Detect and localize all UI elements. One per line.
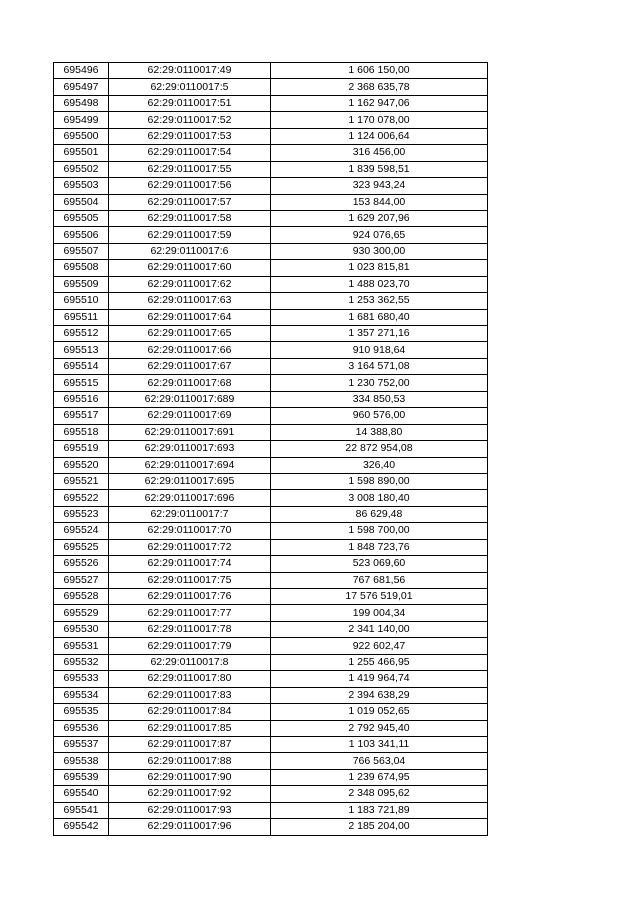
table-row [54,95,488,111]
cadastral-number-cell: 62:29:0110017:57 [109,194,271,210]
table-row [54,687,488,703]
cadastral-value-cell: 1 019 052,65 [271,704,488,720]
row-id-cell: 695504 [54,194,109,210]
cadastral-number-cell: 62:29:0110017:75 [109,572,271,588]
row-id-cell: 695518 [54,424,109,440]
table-row [54,260,488,276]
cadastral-value-cell: 17 576 519,01 [271,589,488,605]
cadastral-value-cell: 1 488 023,70 [271,276,488,292]
cadastral-value-cell: 334 850,53 [271,391,488,407]
cadastral-value-cell: 910 918,64 [271,342,488,358]
cadastral-value-cell: 2 394 638,29 [271,687,488,703]
table-row [54,736,488,752]
cadastral-value-cell: 86 629,48 [271,506,488,522]
cadastral-number-cell: 62:29:0110017:696 [109,490,271,506]
cadastral-number-cell: 62:29:0110017:80 [109,671,271,687]
row-id-cell: 695534 [54,687,109,703]
cadastral-value-cell: 2 368 635,78 [271,79,488,95]
table-row [54,342,488,358]
table-row [54,441,488,457]
cadastral-value-cell: 1 253 362,55 [271,293,488,309]
row-id-cell: 695505 [54,210,109,226]
row-id-cell: 695513 [54,342,109,358]
row-id-cell: 695500 [54,128,109,144]
table-row [54,539,488,555]
cadastral-value-cell: 1 839 598,51 [271,161,488,177]
cadastral-number-cell: 62:29:0110017:79 [109,638,271,654]
row-id-cell: 695541 [54,802,109,818]
row-id-cell: 695510 [54,293,109,309]
cadastral-number-cell: 62:29:0110017:63 [109,293,271,309]
cadastral-value-cell: 323 943,24 [271,178,488,194]
table-row [54,704,488,720]
cadastral-value-cell: 2 185 204,00 [271,819,488,835]
cadastral-number-cell: 62:29:0110017:8 [109,654,271,670]
cadastral-value-cell: 14 388,80 [271,424,488,440]
row-id-cell: 695509 [54,276,109,292]
row-id-cell: 695507 [54,243,109,259]
row-id-cell: 695502 [54,161,109,177]
cadastral-value-cell: 326,40 [271,457,488,473]
cadastral-value-cell: 3 008 180,40 [271,490,488,506]
cadastral-number-cell: 62:29:0110017:69 [109,408,271,424]
table-row [54,638,488,654]
cadastral-number-cell: 62:29:0110017:72 [109,539,271,555]
table-row [54,178,488,194]
cadastral-number-cell: 62:29:0110017:67 [109,358,271,374]
row-id-cell: 695528 [54,589,109,605]
cadastral-number-cell: 62:29:0110017:70 [109,523,271,539]
cadastral-number-cell: 62:29:0110017:54 [109,145,271,161]
cadastral-value-cell: 1 183 721,89 [271,802,488,818]
table-row [54,63,488,79]
table-row [54,194,488,210]
row-id-cell: 695539 [54,769,109,785]
cadastral-value-cell: 1 162 947,06 [271,95,488,111]
cadastral-number-cell: 62:29:0110017:78 [109,621,271,637]
table-row [54,802,488,818]
cadastral-value-cell: 1 023 815,81 [271,260,488,276]
cadastral-number-cell: 62:29:0110017:76 [109,589,271,605]
cadastral-value-cell: 199 004,34 [271,605,488,621]
cadastral-value-cell: 2 792 945,40 [271,720,488,736]
row-id-cell: 695527 [54,572,109,588]
row-id-cell: 695506 [54,227,109,243]
table-row [54,490,488,506]
cadastral-value-cell: 1 124 006,64 [271,128,488,144]
cadastral-value-cell: 922 602,47 [271,638,488,654]
table-row [54,210,488,226]
row-id-cell: 695497 [54,79,109,95]
cadastral-number-cell: 62:29:0110017:84 [109,704,271,720]
cadastral-value-cell: 153 844,00 [271,194,488,210]
cadastral-number-cell: 62:29:0110017:87 [109,736,271,752]
cadastral-value-cell: 316 456,00 [271,145,488,161]
table-row [54,671,488,687]
table-row [54,621,488,637]
table-row [54,309,488,325]
row-id-cell: 695516 [54,391,109,407]
table-row [54,654,488,670]
cadastral-number-cell: 62:29:0110017:90 [109,769,271,785]
table-row [54,819,488,835]
row-id-cell: 695520 [54,457,109,473]
row-id-cell: 695503 [54,178,109,194]
cadastral-value-cell: 1 419 964,74 [271,671,488,687]
row-id-cell: 695538 [54,753,109,769]
table-row [54,589,488,605]
cadastral-number-cell: 62:29:0110017:7 [109,506,271,522]
table-row [54,605,488,621]
row-id-cell: 695536 [54,720,109,736]
row-id-cell: 695521 [54,473,109,489]
cadastral-value-cell: 1 629 207,96 [271,210,488,226]
cadastral-number-cell: 62:29:0110017:60 [109,260,271,276]
table-row [54,145,488,161]
table-row [54,128,488,144]
cadastral-number-cell: 62:29:0110017:93 [109,802,271,818]
cadastral-value-cell: 22 872 954,08 [271,441,488,457]
cadastral-number-cell: 62:29:0110017:85 [109,720,271,736]
cadastral-number-cell: 62:29:0110017:52 [109,112,271,128]
cadastral-value-cell: 1 606 150,00 [271,63,488,79]
cadastral-number-cell: 62:29:0110017:51 [109,95,271,111]
cadastral-number-cell: 62:29:0110017:66 [109,342,271,358]
table-row [54,753,488,769]
row-id-cell: 695537 [54,736,109,752]
table-row [54,358,488,374]
cadastral-number-cell: 62:29:0110017:88 [109,753,271,769]
row-id-cell: 695531 [54,638,109,654]
cadastral-value-cell: 930 300,00 [271,243,488,259]
row-id-cell: 695499 [54,112,109,128]
cadastral-value-table [53,62,488,836]
table-row [54,112,488,128]
row-id-cell: 695512 [54,326,109,342]
table-row [54,326,488,342]
row-id-cell: 695525 [54,539,109,555]
cadastral-number-cell: 62:29:0110017:74 [109,556,271,572]
cadastral-value-cell: 3 164 571,08 [271,358,488,374]
row-id-cell: 695511 [54,309,109,325]
cadastral-value-cell: 767 681,56 [271,572,488,588]
cadastral-number-cell: 62:29:0110017:68 [109,375,271,391]
table-row [54,473,488,489]
cadastral-value-cell: 1 230 752,00 [271,375,488,391]
cadastral-value-cell: 924 076,65 [271,227,488,243]
table-row [54,572,488,588]
row-id-cell: 695515 [54,375,109,391]
table-row [54,523,488,539]
cadastral-value-cell: 2 341 140,00 [271,621,488,637]
cadastral-number-cell: 62:29:0110017:694 [109,457,271,473]
row-id-cell: 695542 [54,819,109,835]
cadastral-number-cell: 62:29:0110017:689 [109,391,271,407]
cadastral-value-cell: 1 103 341,11 [271,736,488,752]
table-row [54,408,488,424]
cadastral-number-cell: 62:29:0110017:62 [109,276,271,292]
row-id-cell: 695522 [54,490,109,506]
cadastral-value-cell: 1 848 723,76 [271,539,488,555]
cadastral-number-cell: 62:29:0110017:693 [109,441,271,457]
row-id-cell: 695532 [54,654,109,670]
row-id-cell: 695535 [54,704,109,720]
cadastral-value-cell: 1 357 271,16 [271,326,488,342]
table-row [54,79,488,95]
cadastral-number-cell: 62:29:0110017:77 [109,605,271,621]
row-id-cell: 695508 [54,260,109,276]
table-row [54,276,488,292]
cadastral-number-cell: 62:29:0110017:64 [109,309,271,325]
table-row [54,457,488,473]
cadastral-number-cell: 62:29:0110017:49 [109,63,271,79]
cadastral-number-cell: 62:29:0110017:65 [109,326,271,342]
table-row [54,769,488,785]
cadastral-number-cell: 62:29:0110017:53 [109,128,271,144]
cadastral-value-cell: 1 239 674,95 [271,769,488,785]
row-id-cell: 695501 [54,145,109,161]
table-row [54,227,488,243]
table-row [54,720,488,736]
table-body [54,63,488,836]
cadastral-number-cell: 62:29:0110017:56 [109,178,271,194]
table-row [54,243,488,259]
row-id-cell: 695514 [54,358,109,374]
row-id-cell: 695519 [54,441,109,457]
cadastral-number-cell: 62:29:0110017:96 [109,819,271,835]
cadastral-value-cell: 2 348 095,62 [271,786,488,802]
row-id-cell: 695496 [54,63,109,79]
cadastral-number-cell: 62:29:0110017:92 [109,786,271,802]
row-id-cell: 695530 [54,621,109,637]
row-id-cell: 695524 [54,523,109,539]
cadastral-value-cell: 1 170 078,00 [271,112,488,128]
row-id-cell: 695498 [54,95,109,111]
cadastral-number-cell: 62:29:0110017:83 [109,687,271,703]
cadastral-value-cell: 960 576,00 [271,408,488,424]
table-row [54,293,488,309]
cadastral-value-cell: 1 681 680,40 [271,309,488,325]
row-id-cell: 695523 [54,506,109,522]
table-row [54,161,488,177]
cadastral-number-cell: 62:29:0110017:695 [109,473,271,489]
table-row [54,375,488,391]
cadastral-value-cell: 766 563,04 [271,753,488,769]
cadastral-number-cell: 62:29:0110017:691 [109,424,271,440]
cadastral-number-cell: 62:29:0110017:58 [109,210,271,226]
cadastral-value-cell: 1 598 890,00 [271,473,488,489]
table-row [54,391,488,407]
cadastral-value-cell: 1 255 466,95 [271,654,488,670]
cadastral-value-cell: 1 598 700,00 [271,523,488,539]
row-id-cell: 695517 [54,408,109,424]
cadastral-number-cell: 62:29:0110017:5 [109,79,271,95]
table-row [54,424,488,440]
table-row [54,786,488,802]
row-id-cell: 695529 [54,605,109,621]
cadastral-number-cell: 62:29:0110017:6 [109,243,271,259]
cadastral-number-cell: 62:29:0110017:55 [109,161,271,177]
row-id-cell: 695533 [54,671,109,687]
table-row [54,506,488,522]
row-id-cell: 695526 [54,556,109,572]
table-row [54,556,488,572]
row-id-cell: 695540 [54,786,109,802]
cadastral-value-cell: 523 069,60 [271,556,488,572]
cadastral-number-cell: 62:29:0110017:59 [109,227,271,243]
